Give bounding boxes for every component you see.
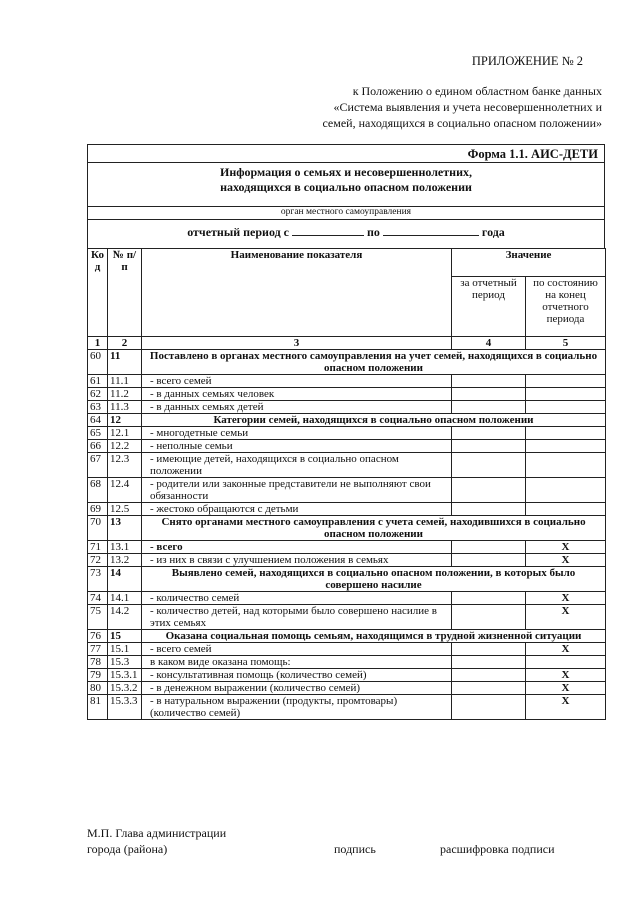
row-name: - всего семей bbox=[142, 375, 452, 388]
row-value-end-state[interactable] bbox=[526, 440, 606, 453]
table-row bbox=[88, 350, 606, 375]
header-end-state: по состоянию на конец отчетного периода bbox=[526, 277, 606, 337]
row-value-period[interactable] bbox=[452, 682, 526, 695]
row-value-period[interactable] bbox=[452, 388, 526, 401]
row-num: 15 bbox=[108, 630, 142, 643]
row-code: 67 bbox=[88, 453, 108, 478]
row-name: - имеющие детей, находящихся в социально опасном положении bbox=[142, 453, 452, 478]
form-divider bbox=[88, 162, 604, 163]
org-label: орган местного самоуправления bbox=[280, 207, 412, 217]
row-value-period[interactable] bbox=[452, 656, 526, 669]
row-value-end-state[interactable] bbox=[526, 427, 606, 440]
row-section-title: Категории семей, находящихся в социально опасном положении bbox=[142, 414, 606, 427]
form-code: Форма 1.1. АИС-ДЕТИ bbox=[467, 147, 598, 161]
row-code: 70 bbox=[88, 516, 108, 541]
row-num: 13 bbox=[108, 516, 142, 541]
row-num: 11.2 bbox=[108, 388, 142, 401]
form-header-box bbox=[87, 144, 605, 248]
period-start-field[interactable] bbox=[292, 224, 364, 236]
row-code: 77 bbox=[88, 643, 108, 656]
row-num: 14.1 bbox=[108, 592, 142, 605]
row-code: 80 bbox=[88, 682, 108, 695]
row-num: 15.3 bbox=[108, 656, 142, 669]
row-code: 75 bbox=[88, 605, 108, 630]
row-value-period[interactable] bbox=[452, 440, 526, 453]
row-num: 12.4 bbox=[108, 478, 142, 503]
table-row bbox=[88, 375, 606, 388]
table-row bbox=[88, 503, 606, 516]
row-name: - родители или законные представители не выполняют свои обязанности bbox=[142, 478, 452, 503]
table-row bbox=[88, 388, 606, 401]
row-code: 60 bbox=[88, 350, 108, 375]
row-name: - количество семей bbox=[142, 592, 452, 605]
row-value-end-state[interactable]: X bbox=[526, 592, 606, 605]
row-value-period[interactable] bbox=[452, 478, 526, 503]
row-num: 15.3.1 bbox=[108, 669, 142, 682]
row-value-end-state[interactable] bbox=[526, 656, 606, 669]
row-section-title: Снято органами местного самоуправления с учета семей, находившихся в социально опасном положении bbox=[142, 516, 606, 541]
row-value-end-state[interactable]: X bbox=[526, 669, 606, 682]
footer-city: города (района) bbox=[87, 842, 168, 856]
form-title-line-1: Информация о семьях и несовершеннолетних, bbox=[220, 165, 472, 179]
row-code: 64 bbox=[88, 414, 108, 427]
row-name: - многодетные семьи bbox=[142, 427, 452, 440]
row-num: 12.5 bbox=[108, 503, 142, 516]
row-value-period[interactable] bbox=[452, 427, 526, 440]
row-name: - в денежном выражении (количество семей) bbox=[142, 682, 452, 695]
row-name: - всего семей bbox=[142, 643, 452, 656]
row-code: 79 bbox=[88, 669, 108, 682]
row-value-end-state[interactable]: X bbox=[526, 695, 606, 720]
row-num: 11 bbox=[108, 350, 142, 375]
row-num: 15.3.3 bbox=[108, 695, 142, 720]
row-num: 15.1 bbox=[108, 643, 142, 656]
table-row bbox=[88, 478, 606, 503]
row-name: - в данных семьях детей bbox=[142, 401, 452, 414]
row-value-period[interactable] bbox=[452, 401, 526, 414]
row-code: 62 bbox=[88, 388, 108, 401]
row-num: 11.1 bbox=[108, 375, 142, 388]
row-section-title: Поставлено в органах местного самоуправления на учет семей, находящихся в социально опасном положении bbox=[142, 350, 606, 375]
row-num: 12.2 bbox=[108, 440, 142, 453]
row-name: - неполные семьи bbox=[142, 440, 452, 453]
footer-stamp-head: М.П. Глава администрации bbox=[87, 826, 227, 840]
header-value: Значение bbox=[452, 249, 606, 277]
row-name: - в натуральном выражении (продукты, промтовары) (количество семей) bbox=[142, 695, 452, 720]
row-code: 71 bbox=[88, 541, 108, 554]
row-value-end-state[interactable] bbox=[526, 401, 606, 414]
row-value-end-state[interactable]: X bbox=[526, 541, 606, 554]
period-prefix: отчетный период с bbox=[187, 225, 289, 239]
header-name: Наименование показателя bbox=[142, 249, 452, 337]
row-value-end-state[interactable]: X bbox=[526, 554, 606, 567]
period-mid: по bbox=[367, 225, 380, 239]
reporting-period bbox=[88, 224, 604, 240]
row-code: 78 bbox=[88, 656, 108, 669]
row-code: 74 bbox=[88, 592, 108, 605]
row-value-period[interactable] bbox=[452, 453, 526, 478]
row-value-period[interactable] bbox=[452, 554, 526, 567]
col-number: 5 bbox=[526, 337, 606, 350]
appendix-number: ПРИЛОЖЕНИЕ № 2 bbox=[471, 54, 583, 68]
row-num: 14.2 bbox=[108, 605, 142, 630]
row-num: 13.2 bbox=[108, 554, 142, 567]
col-number: 4 bbox=[452, 337, 526, 350]
table-row bbox=[88, 643, 606, 656]
table-row bbox=[88, 554, 606, 567]
table-row bbox=[88, 567, 606, 592]
table-row bbox=[88, 541, 606, 554]
row-value-end-state[interactable] bbox=[526, 453, 606, 478]
table-row bbox=[88, 656, 606, 669]
table-row bbox=[88, 427, 606, 440]
table-row bbox=[88, 682, 606, 695]
row-value-period[interactable] bbox=[452, 592, 526, 605]
appendix-line-2: «Система выявления и учета несовершеннолетних и bbox=[333, 100, 602, 114]
row-name: - количество детей, над которыми было совершено насилие в этих семьях bbox=[142, 605, 452, 630]
row-num: 13.1 bbox=[108, 541, 142, 554]
org-divider bbox=[88, 219, 604, 220]
row-code: 63 bbox=[88, 401, 108, 414]
header-code: Ко д bbox=[88, 249, 108, 337]
row-value-period[interactable] bbox=[452, 375, 526, 388]
row-num: 12 bbox=[108, 414, 142, 427]
table-row bbox=[88, 453, 606, 478]
row-value-end-state[interactable]: X bbox=[526, 682, 606, 695]
row-code: 69 bbox=[88, 503, 108, 516]
table-row bbox=[88, 401, 606, 414]
table-row bbox=[88, 605, 606, 630]
row-code: 81 bbox=[88, 695, 108, 720]
row-value-period[interactable] bbox=[452, 605, 526, 630]
row-code: 68 bbox=[88, 478, 108, 503]
appendix-line-1: к Положению о едином областном банке данных bbox=[352, 84, 602, 98]
table-row bbox=[88, 414, 606, 427]
footer-signature: подпись bbox=[334, 842, 376, 856]
row-num: 12.3 bbox=[108, 453, 142, 478]
row-value-end-state[interactable] bbox=[526, 503, 606, 516]
table-row bbox=[88, 669, 606, 682]
row-name: - жестоко обращаются с детьми bbox=[142, 503, 452, 516]
row-value-period[interactable] bbox=[452, 503, 526, 516]
row-name: - всего bbox=[142, 541, 452, 554]
row-section-title: Оказана социальная помощь семьям, находящимся в трудной жизненной ситуации bbox=[142, 630, 606, 643]
row-value-period[interactable] bbox=[452, 541, 526, 554]
row-num: 14 bbox=[108, 567, 142, 592]
row-value-end-state[interactable] bbox=[526, 478, 606, 503]
row-code: 61 bbox=[88, 375, 108, 388]
period-end-field[interactable] bbox=[383, 224, 479, 236]
row-code: 66 bbox=[88, 440, 108, 453]
row-code: 72 bbox=[88, 554, 108, 567]
table-row bbox=[88, 592, 606, 605]
row-name: - в данных семьях человек bbox=[142, 388, 452, 401]
row-value-period[interactable] bbox=[452, 643, 526, 656]
header-period: за отчетный период bbox=[452, 277, 526, 337]
row-num: 15.3.2 bbox=[108, 682, 142, 695]
form-title-line-2: находящихся в социально опасном положении bbox=[220, 180, 472, 194]
period-suffix: года bbox=[481, 225, 505, 239]
row-code: 76 bbox=[88, 630, 108, 643]
table-row bbox=[88, 695, 606, 720]
row-code: 65 bbox=[88, 427, 108, 440]
row-value-end-state[interactable] bbox=[526, 375, 606, 388]
table-row bbox=[88, 440, 606, 453]
col-number: 1 bbox=[88, 337, 108, 350]
row-value-end-state[interactable] bbox=[526, 388, 606, 401]
indicators-table bbox=[87, 248, 606, 720]
row-name: - консультативная помощь (количество семей) bbox=[142, 669, 452, 682]
col-number: 2 bbox=[108, 337, 142, 350]
header-num: № п/п bbox=[108, 249, 142, 337]
row-section-title: Выявлено семей, находящихся в социально опасном положении, в которых было совершено насилие bbox=[142, 567, 606, 592]
row-name: - из них в связи с улучшением положения в семьях bbox=[142, 554, 452, 567]
row-num: 12.1 bbox=[108, 427, 142, 440]
row-value-period[interactable] bbox=[452, 695, 526, 720]
footer-signature-decode: расшифровка подписи bbox=[440, 842, 555, 856]
row-code: 73 bbox=[88, 567, 108, 592]
row-name: в каком виде оказана помощь: bbox=[142, 656, 452, 669]
row-value-end-state[interactable]: X bbox=[526, 643, 606, 656]
row-value-period[interactable] bbox=[452, 669, 526, 682]
appendix-line-3: семей, находящихся в социально опасном положении» bbox=[322, 116, 602, 130]
row-num: 11.3 bbox=[108, 401, 142, 414]
col-number: 3 bbox=[142, 337, 452, 350]
table-row bbox=[88, 516, 606, 541]
table-row bbox=[88, 630, 606, 643]
row-value-end-state[interactable]: X bbox=[526, 605, 606, 630]
